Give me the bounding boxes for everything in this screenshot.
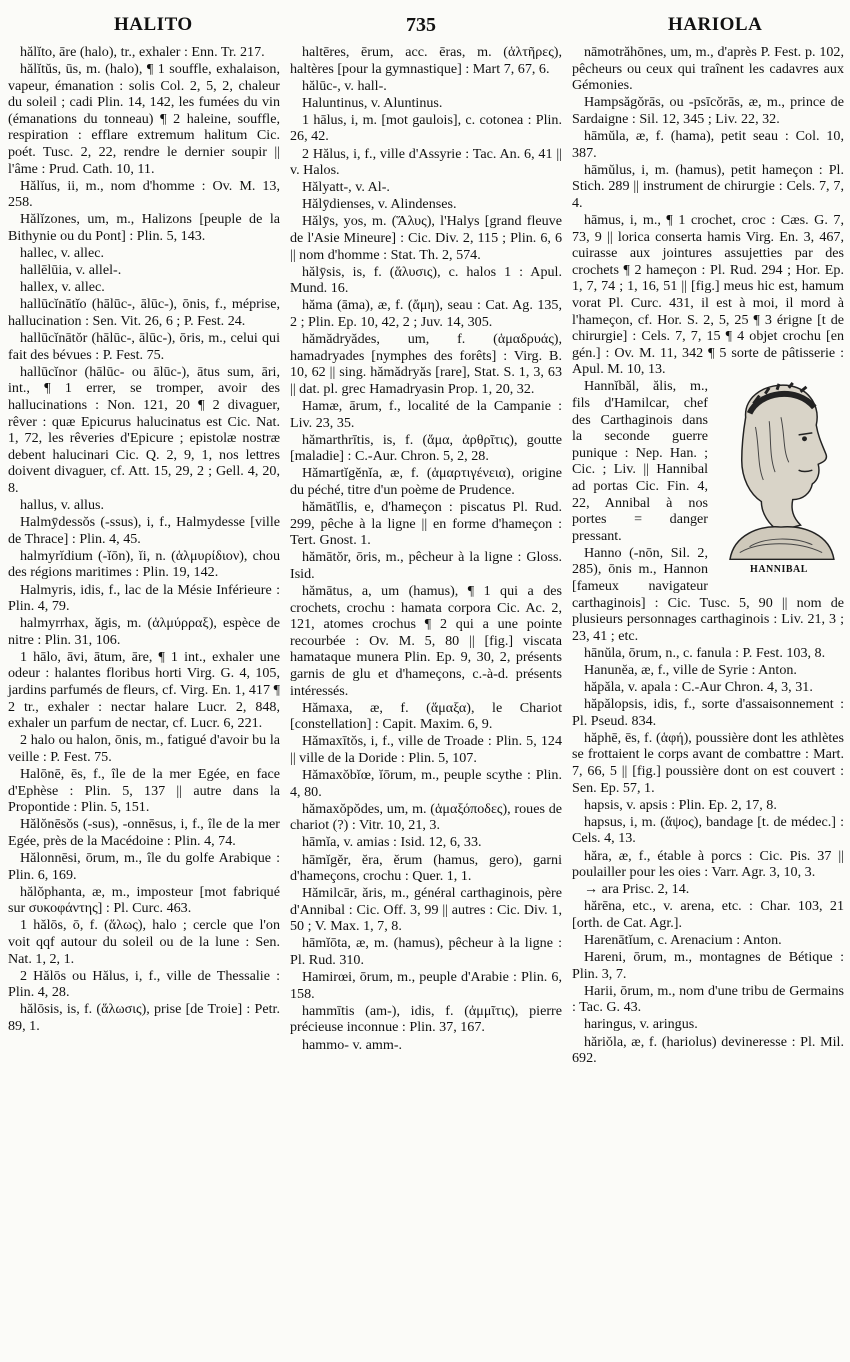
- dictionary-entry: Hălȳs, yos, m. (Ἅλυς), l'Halys [grand fleuve de l'Asie Mineure] : Cic. Div. 2, 115 ; Plin. 6, 6 || nom d'homme : Stat. Th. 2, 574.: [290, 213, 562, 263]
- dictionary-entry: hămaxŏpŏdes, um, m. (ἁμαξόποδες), roues de chariot (?) : Vitr. 10, 21, 3.: [290, 800, 562, 834]
- dictionary-entry: Hămaxītŏs, i, f., ville de Troade : Plin. 5, 124 || ville de la Doride : Plin. 5, 107.: [290, 733, 562, 766]
- dictionary-entry: Hălĭzones, um, m., Halizons [peuple de la Bithynie ou du Pont] : Plin. 5, 143.: [8, 211, 280, 245]
- dictionary-entry: Hareni, ōrum, m., montagnes de Bétique : Plin. 3, 7.: [572, 949, 844, 982]
- dictionary-entry: Hanunĕa, æ, f., ville de Syrie : Anton.: [584, 661, 797, 678]
- dictionary-entry: hălȳsis, is, f. (ἅλυσις), c. halos 1 : Apul. Mund. 16.: [290, 263, 562, 297]
- dictionary-entry: → ara Prisc. 2, 14.: [584, 881, 690, 898]
- dictionary-entry: 2 Hălōs ou Hălus, i, f., ville de Thessalie : Plin. 4, 28.: [8, 967, 280, 1001]
- page-header: [8, 10, 844, 40]
- dictionary-entry: hallūcĭnātŏr (hālūc-, ālūc-), ōris, m., celui qui fait des bévues : P. Fest. 75.: [8, 330, 280, 363]
- dictionary-entry: hallec, v. allec.: [20, 245, 104, 262]
- dictionary-entry: hălōsis, is, f. (ἅλωσις), prise [de Troie] : Petr. 89, 1.: [8, 1001, 280, 1034]
- header-first-word: HALITO: [114, 14, 193, 35]
- dictionary-entry: Hălonnēsi, ōrum, m., île du golfe Arabique : Plin. 6, 169.: [8, 850, 280, 883]
- dictionary-entry: Hămaxa, æ, f. (ἅμαξα), le Chariot [constellation] : Capit. Maxim. 6, 9.: [290, 699, 562, 733]
- figure-caption: HANNIBAL: [750, 563, 808, 575]
- dictionary-entry: hălĭtŭs, ūs, m. (halo), ¶ 1 souffle, exhalaison, vapeur, émanation : solis Col. 2, 5, 2, chaleur du soleil ; cadi Plin. 14, 142, les fumées du vin (émanations du tonneau) ¶ 2 haleine, souffle, respiration : efflare extremum halitum Cic. poét. Tusc. 2, 22, rendre le dernier soupir || l'âme : Prud. Cath. 10, 11.: [8, 61, 280, 177]
- dictionary-entry: hăphē, ēs, f. (ἁφή), poussière dont les athlètes se frottaient le corps avant de combattre : Mart. 7, 66, 5 || [fig.] poussière dont on est couvert : Sen. Ep. 57, 1.: [572, 729, 844, 796]
- dictionary-entry: hānŭla, ōrum, n., c. fanula : P. Fest. 103, 8.: [584, 644, 826, 661]
- header-last-word: HARIOLA: [668, 14, 763, 35]
- dictionary-entry: Halōnē, ēs, f., île de la mer Egée, en face d'Ephèse : Plin. 5, 137 || autre dans la Propontide : Plin. 5, 151.: [8, 766, 280, 816]
- dictionary-entry: Hannĭbăl, ălis, m., fils d'Hamilcar, chef des Carthaginois dans la seconde guerre punique : Nep. Han. ; Cic. ; Liv. || Hannibal ad portas Cic. Fin. 4, 22, Annibal à nos portes = danger pressant.: [572, 378, 708, 544]
- dictionary-entry: hălŏphanta, æ, m., imposteur [mot fabriqué sur συκοφάντης] : Pl. Curc. 463.: [8, 883, 280, 917]
- dictionary-entry: hăma (āma), æ, f. (ἄμη), seau : Cat. Ag. 135, 2 ; Plin. Ep. 10, 42, 2 ; Juv. 14, 305.: [290, 297, 562, 330]
- dictionary-entry: hallūcĭnor (hālūc- ou ālūc-), ātus sum, āri, int., ¶ 1 errer, se tromper, avoir des hallucinations : Non. 121, 20 ¶ 2 divaguer, rêver : quæ Epicurus halucinatus est Cic. Nat. 1, 72, les rêveries d'Epicure ; epistolæ nostræ debent halucinari Cic. Q. 2, 9, 1, nos lettres doivent divaguer, cf. Att. 15, 29, 2 ; Gell. 4, 20, 8.: [8, 363, 280, 496]
- dictionary-entry: Haluntinus, v. Aluntinus.: [302, 94, 443, 111]
- dictionary-entry: Hămaxŏbĭœ, ĭōrum, m., peuple scythe : Plin. 4, 80.: [290, 767, 562, 800]
- dictionary-entry: 2 Hălus, i, f., ville d'Assyrie : Tac. An. 6, 41 || v. Halos.: [290, 145, 562, 179]
- dictionary-entry: hămātĭlis, e, d'hameçon : piscatus Pl. Rud. 299, pêche à la ligne || en forme d'hameçon : Tert. Gnost. 1.: [290, 499, 562, 549]
- dictionary-entry: hăriŏla, æ, f. (hariolus) devineresse : Pl. Mil. 692.: [572, 1033, 844, 1067]
- dictionary-entry: 1 hālus, i, m. [mot gaulois], c. cotonea : Plin. 26, 42.: [290, 111, 562, 145]
- dictionary-entry: hapsis, v. apsis : Plin. Ep. 2, 17, 8.: [584, 796, 777, 813]
- dictionary-entry: hălūc-, v. hall-.: [302, 77, 387, 94]
- dictionary-entry: hapsus, i, m. (ἅψος), bandage [t. de médec.] : Cels. 4, 13.: [572, 813, 844, 847]
- dictionary-entry: 2 halo ou halon, ōnis, m., fatigué d'avoir bu la veille : P. Fest. 75.: [8, 732, 280, 765]
- dictionary-entry: hallus, v. allus.: [20, 497, 105, 514]
- dictionary-entry: Hanno (-nōn, Sil. 2, 285), ōnis m., Hannon [fameux navigateur carthaginois] : Cic. Tusc. 5, 90 || nom de plusieurs personnages carthaginois : Liv. 21, 3 ; 23, 41 ; etc.: [572, 544, 844, 644]
- column-left: [8, 44, 280, 1067]
- dictionary-entry: Hălyatt-, v. Al-.: [302, 179, 390, 196]
- dictionary-entry: 1 hălōs, ō, f. (ἅλως), halo ; cercle que l'on voit qqf autour du soleil ou de la lune : Sen. Nat. 1, 2, 1.: [8, 917, 280, 967]
- dictionary-entry: hāmĭōta, æ, m. (hamus), pêcheur à la ligne : Pl. Rud. 310.: [290, 935, 562, 969]
- dictionary-entry: Hălŏnēsŏs (-sus), -onnēsus, i, f., île de la mer Egée, près de la Macédoine : Plin. 4, 74.: [8, 816, 280, 849]
- dictionary-entry: hămātŏr, ōris, m., pêcheur à la ligne : Gloss. Isid.: [290, 549, 562, 582]
- dictionary-entry: hămātus, a, um (hamus), ¶ 1 qui a des crochets, crochu : hamata corpora Cic. Ac. 2, 121, atomes crochus ¶ 2 qui a une pointe recourbée : Ov. M. 5, 80 || [fig.] viscata hamataque munera Plin. Ep. 9, 30, 2, présents garnis de glu et d'hameçons, c.-à-d. présents intéressés.: [290, 583, 562, 699]
- dictionary-entry: Hălĭus, ii, m., nom d'homme : Ov. M. 13, 258.: [8, 177, 280, 211]
- dictionary-entry: halmyrrhax, ăgis, m. (ἁλμύρραξ), espèce de nitre : Plin. 31, 106.: [8, 615, 280, 648]
- dictionary-entry: hāmus, i, m., ¶ 1 crochet, croc : Cæs. G. 7, 73, 9 || lorica conserta hamis Virg. En. 3, 467, cuirasse aux jointures assujetties par des crochets ¶ 2 hameçon : Pl. Rud. 294 ; Hor. Ep. 1, 7, 74 ; 1, 16, 51 || [fig.] meus hic est, hamum vorat Pl. Curc. 431, il est à moi, il mord à l'hameçon, cf. Hor. S. 2, 5, 25 ¶ 3 érigne [t de chirurgie] : Cels. 7, 7, 15 ¶ 4 objet crochu [en gén.] : Ov. M. 11, 342 ¶ 5 sorte de pâtisserie : Apul. M. 10, 13.: [572, 211, 844, 378]
- dictionary-entry: hămădryădes, um, f. (ἁμαδρυάς), hamadryades [nymphes des forêts] : Virg. B. 10, 62 || sing. hămădryăs [rare], Stat. S. 1, 3, 63 || dat. pl. grec Hamadryasin Prop. 1, 20, 32.: [290, 331, 562, 397]
- dictionary-entry: Halmyris, idis, f., lac de la Mésie Inférieure : Plin. 4, 79.: [8, 581, 280, 615]
- dictionary-entry: hāmŭla, æ, f. (hama), petit seau : Col. 10, 387.: [572, 127, 844, 161]
- dictionary-entry: hăpălopsis, idis, f., sorte d'assaisonnement : Pl. Pseud. 834.: [572, 696, 844, 729]
- dictionary-entry: hăra, æ, f., étable à porcs : Cic. Pis. 37 || poulailler pour les oies : Varr. Agr. 3, 10, 3.: [572, 847, 844, 881]
- dictionary-entry: nāmotrăhōnes, um, m., d'après P. Fest. p. 102, pêcheurs ou ceux qui traînent les cadavres aux Gémonies.: [572, 44, 844, 94]
- dictionary-entry: halmyrĭdium (-ĭōn), ĭi, n. (ἁλμυρίδιον), chou des régions maritimes : Plin. 19, 142.: [8, 547, 280, 581]
- dictionary-entry: hāmĭa, v. amias : Isid. 12, 6, 33.: [302, 834, 482, 851]
- dictionary-entry: Harenātĭum, c. Arenacium : Anton.: [584, 931, 782, 948]
- dictionary-entry: haltēres, ērum, acc. ēras, m. (ἁλτῆρες), haltères [pour la gymnastique] : Mart 7, 67, 6.: [290, 44, 562, 77]
- dictionary-entry: Hamæ, ārum, f., localité de la Campanie : Liv. 23, 35.: [290, 397, 562, 431]
- dictionary-entry: hărēna, etc., v. arena, etc. : Char. 103, 21 [orth. de Cat. Agr.].: [572, 898, 844, 931]
- dictionary-entry: 1 hālo, āvi, ātum, āre, ¶ 1 int., exhaler une odeur : halantes floribus horti Virg. G. 4, 105, jardins parfumés de fleurs, cf. Virg. En. 1, 417 ¶ 2 tr., exhaler : nectar halare Lucr. 2, 848, exhaler un parfum de nectar, cf. Lucr. 6, 221.: [8, 648, 280, 732]
- dictionary-entry: Halmȳdessŏs (-ssus), i, f., Halmydesse [ville de Thrace] : Plin. 4, 45.: [8, 514, 280, 547]
- page-number: 735: [406, 14, 436, 36]
- dictionary-entry: hallūcĭnātĭo (hālūc-, ālūc-), ōnis, f., méprise, hallucination : Sen. Vit. 26, 6 ; P. Fest. 24.: [8, 296, 280, 329]
- dictionary-entry: hammītis (am-), idis, f. (ἀμμῖτις), pierre précieuse inconnue : Plin. 37, 167.: [290, 1002, 562, 1036]
- dictionary-entry: hallex, v. allec.: [20, 279, 105, 296]
- dictionary-entry: hămarthrītis, is, f. (ἅμα, ἀρθρῖτις), goutte [maladie] : C.-Aur. Chron. 5, 2, 28.: [290, 431, 562, 465]
- hannibal-bust-illustration: [714, 378, 844, 578]
- dictionary-entry: Hămartĭgĕnĭa, æ, f. (ἁμαρτιγένεια), origine du péché, titre d'un poème de Prudence.: [290, 465, 562, 498]
- dictionary-entry: hāmĭgĕr, ĕra, ĕrum (hamus, gero), garni d'hameçons, crochu : Quer. 1, 1.: [290, 851, 562, 885]
- dictionary-entry: hallēlūia, v. allel-.: [20, 262, 122, 279]
- dictionary-entry: Hamirœi, ōrum, m., peuple d'Arabie : Plin. 6, 158.: [290, 969, 562, 1002]
- column-right: [572, 44, 844, 1067]
- bust-engraving: [719, 378, 839, 559]
- dictionary-entry: Harii, ōrum, m., nom d'une tribu de Germains : Tac. G. 43.: [572, 982, 844, 1016]
- dictionary-entry: hăpăla, v. apala : C.-Aur Chron. 4, 3, 31.: [584, 679, 813, 696]
- dictionary-entry: hammo- v. amm-.: [302, 1036, 403, 1053]
- dictionary-entry: Hampsăgŏrās, ou -psīcŏrās, æ, m., prince de Sardaigne : Sil. 12, 345 ; Liv. 22, 32.: [572, 94, 844, 127]
- text-columns: [8, 44, 844, 1067]
- dictionary-entry: hălĭto, āre (halo), tr., exhaler : Enn. Tr. 217.: [20, 44, 265, 60]
- dictionary-entry: hāmŭlus, i, m. (hamus), petit hameçon : Pl. Stich. 289 || instrument de chirurgie : Cels. 7, 7, 4.: [572, 161, 844, 211]
- dictionary-entry: haringus, v. aringus.: [584, 1016, 698, 1033]
- dictionary-entry: Hălȳdienses, v. Alindenses.: [302, 196, 457, 213]
- column-middle: [290, 44, 562, 1067]
- dictionary-entry: Hămilcār, ăris, m., général carthaginois, père d'Annibal : Cic. Off. 3, 99 || autres : Cic. Div. 1, 50 ; V. Max. 1, 7, 8.: [290, 885, 562, 935]
